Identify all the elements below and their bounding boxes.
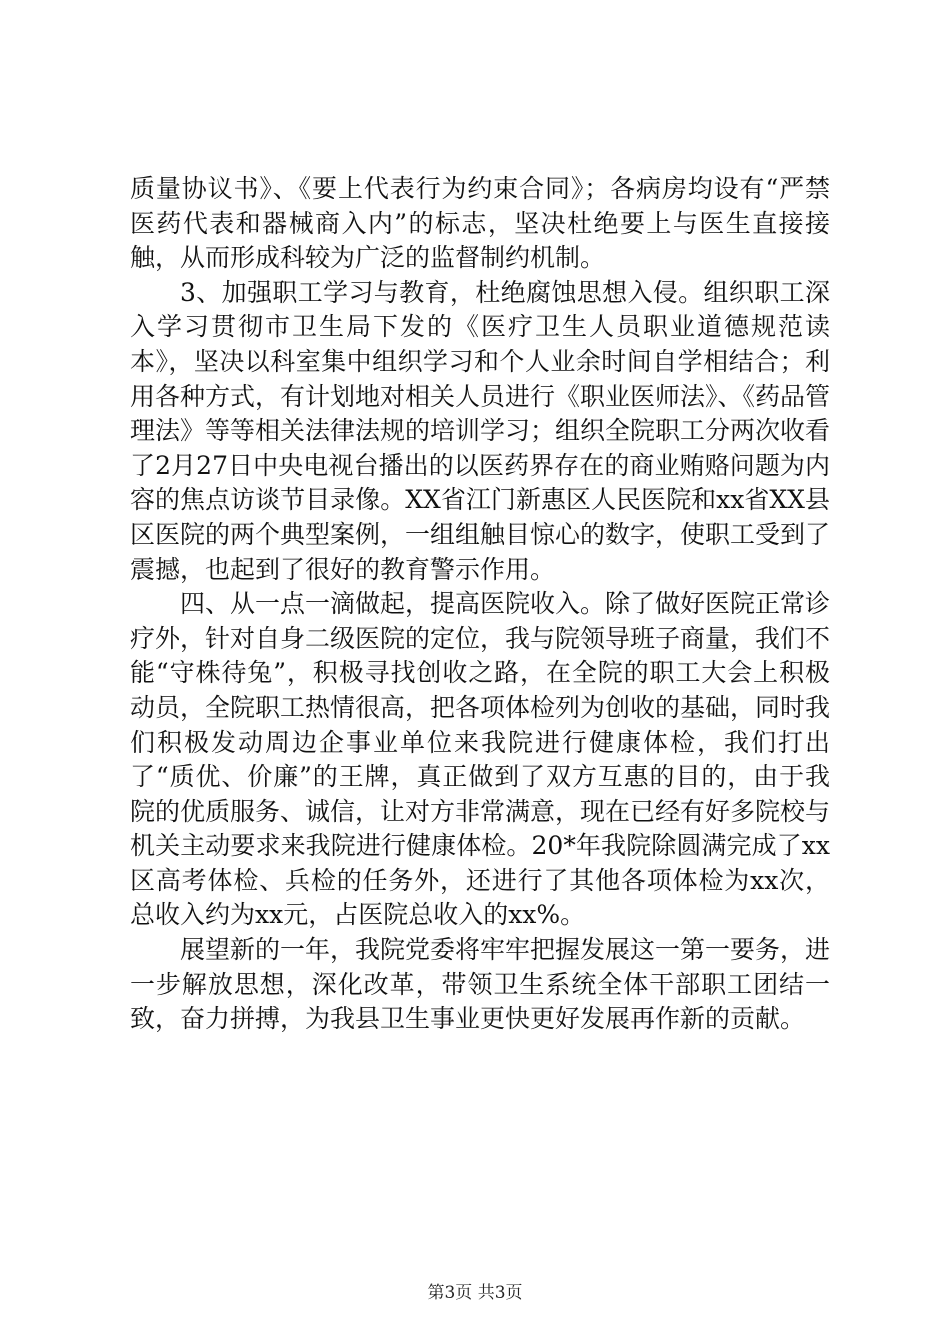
paragraph-outlook: 展望新的一年，我院党委将牢牢把握发展这一第一要务，进一步解放思想，深化改革，带领卫生系统全体干部职工团结一致，奋力拼搏，为我县卫生事业更快更好发展再作新的贡献。 xyxy=(130,935,831,1034)
page-number-footer: 第3页 共3页 xyxy=(427,1283,523,1303)
paragraph-continuation: 质量协议书》、《要上代表行为约束合同》；各病房均设有“严禁医药代表和器械商入内”的标志，坚决杜绝要上与医生直接接触，从而形成科较为广泛的监督制约机制。 xyxy=(130,174,830,273)
document-body xyxy=(130,172,830,1037)
paragraph-hospital-income: 四、从一点一滴做起，提高医院收入。除了做好医院正常诊疗外，针对自身二级医院的定位，我与院领导班子商量，我们不能“守株待兔”，积极寻找创收之路，在全院的职工大会上积极动员，全院职工热情很高，把各项体检列为创收的基础，同时我们积极发动周边企事业单位来我院进行健康体检，我们打出了“质优、价廉”的王牌，真正做到了双方互惠的目的，由于我院的优质服务、诚信，让对方非常满意，现在已经有好多院校与机关主动要求来我院进行健康体检。20*年我院除圆满完成了xx区高考体检、兵检的任务外，还进行了其他各项体检为xx次，总收入约为xx元，占医院总收入的xx%。 xyxy=(130,589,831,930)
paragraph-staff-education: 3、加强职工学习与教育，杜绝腐蚀思想入侵。组织职工深入学习贯彻市卫生局下发的《医疗卫生人员职业道德规范读本》，坚决以科室集中组织学习和个人业余时间自学相结合；利用各种方式，有计划地对相关人员进行《职业医师法》、《药品管理法》等等相关法律法规的培训学习；组织全院职工分两次收看了2月27日中央电视台播出的以医药界存在的商业贿赂问题为内容的焦点访谈节目录像。XX省江门新惠区人民医院和xx省XX县区医院的两个典型案例，一组组触目惊心的数字，使职工受到了震撼，也起到了很好的教育警示作用。 xyxy=(130,277,831,584)
